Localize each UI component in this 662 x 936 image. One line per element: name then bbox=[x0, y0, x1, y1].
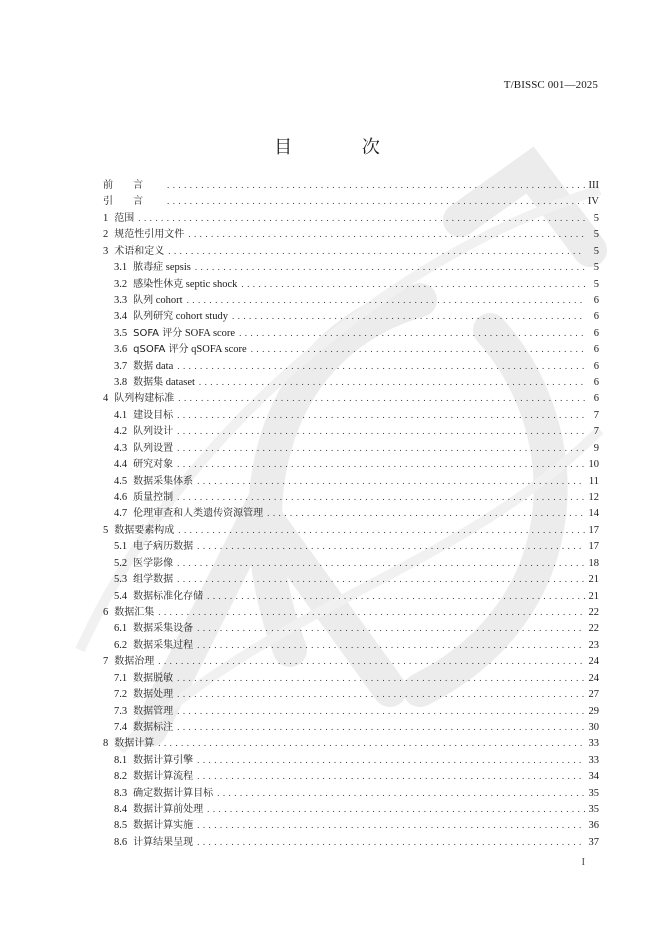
toc-entry-number: 4.2 bbox=[114, 426, 128, 438]
toc-entry-number: 3.3 bbox=[114, 294, 128, 306]
toc-entry-number: 1 bbox=[103, 212, 109, 224]
toc-leader-dots bbox=[197, 817, 584, 833]
toc-leader-dots bbox=[267, 505, 584, 521]
toc-entry-title: 队列设置 bbox=[133, 442, 174, 454]
toc-entry[interactable] bbox=[103, 719, 599, 735]
toc-leader-dots bbox=[167, 177, 585, 193]
toc-entry-number: 8.4 bbox=[114, 804, 128, 816]
toc-entry-english-term: data bbox=[153, 360, 174, 372]
toc-entry-number: 7.2 bbox=[114, 689, 128, 701]
toc-entry-page: 30 bbox=[588, 721, 599, 733]
toc-entry-number: 5.1 bbox=[114, 541, 128, 553]
toc-entry-title: 数据集 dataset bbox=[133, 377, 195, 389]
toc-entry[interactable] bbox=[103, 785, 599, 801]
toc-entry-number: 5 bbox=[103, 524, 109, 536]
toc-entry-title: 数据脱敏 bbox=[133, 672, 174, 684]
toc-entry-title: 电子病历数据 bbox=[133, 541, 194, 553]
toc-leader-dots bbox=[207, 801, 584, 817]
toc-entry[interactable] bbox=[103, 817, 599, 833]
toc-entry-page: 23 bbox=[588, 639, 599, 651]
toc-entry-page: 6 bbox=[593, 393, 599, 405]
toc-entry-number: 4.7 bbox=[114, 508, 128, 520]
toc-entry[interactable] bbox=[103, 259, 599, 275]
toc-leader-dots bbox=[158, 604, 584, 620]
toc-entry-number: 6.1 bbox=[114, 623, 128, 635]
toc-entry-page: 22 bbox=[588, 606, 599, 618]
toc-entry-number: 3.7 bbox=[114, 360, 128, 372]
toc-entry[interactable] bbox=[103, 604, 599, 620]
toc-entry-page: 7 bbox=[593, 426, 599, 438]
toc-entry[interactable] bbox=[103, 210, 599, 226]
toc-leader-dots bbox=[158, 735, 584, 751]
toc-entry-title: 规范性引用文件 bbox=[114, 229, 185, 241]
toc-entry-page: 37 bbox=[588, 836, 599, 848]
toc-leader-dots bbox=[177, 686, 584, 702]
toc-leader-dots bbox=[178, 522, 584, 538]
toc-entry-number: 8.5 bbox=[114, 820, 128, 832]
toc-entry-title: 队列构建标准 bbox=[114, 393, 175, 405]
toc-entry[interactable] bbox=[103, 423, 599, 439]
toc-entry-page: 35 bbox=[588, 787, 599, 799]
toc-leader-dots bbox=[177, 407, 585, 423]
toc-entry-number: 7 bbox=[103, 656, 109, 668]
toc-entry-title: 数据汇集 bbox=[114, 606, 155, 618]
toc-entry[interactable] bbox=[103, 505, 599, 521]
toc-entry[interactable] bbox=[103, 276, 599, 292]
toc-entry-page: 22 bbox=[588, 623, 599, 635]
toc-entry-number: 8 bbox=[103, 738, 109, 750]
toc-entry-number: 7.4 bbox=[114, 721, 128, 733]
toc-leader-dots bbox=[177, 571, 584, 587]
toc-entry-title: 研究对象 bbox=[133, 459, 174, 471]
toc-entry-title: 引言 bbox=[103, 196, 163, 208]
toc-entry-title: 队列设计 bbox=[133, 426, 174, 438]
toc-entry-page: 12 bbox=[588, 492, 599, 504]
toc-entry[interactable] bbox=[103, 637, 599, 653]
toc-entry-page: 29 bbox=[588, 705, 599, 717]
toc-entry-title: 数据计算前处理 bbox=[133, 804, 204, 816]
toc-entry-number: 6.2 bbox=[114, 639, 128, 651]
toc-entry-number: 4.5 bbox=[114, 475, 128, 487]
toc-leader-dots bbox=[197, 637, 584, 653]
toc-entry-title: 确定数据计算目标 bbox=[133, 787, 214, 799]
toc-leader-dots bbox=[239, 325, 585, 341]
toc-entry-title: 队列 cohort bbox=[133, 294, 183, 306]
toc-entry-title: 前言 bbox=[103, 180, 163, 191]
toc-entry-page: 6 bbox=[593, 360, 599, 372]
toc-entry[interactable] bbox=[103, 407, 599, 423]
toc-leader-dots bbox=[232, 308, 585, 324]
toc-leader-dots bbox=[197, 620, 584, 636]
toc-entry[interactable] bbox=[103, 735, 599, 751]
toc-leader-dots bbox=[188, 226, 585, 242]
toc-entry-page: 6 bbox=[593, 327, 599, 339]
toc-entry[interactable] bbox=[103, 489, 599, 505]
toc-entry-title: 组学数据 bbox=[133, 574, 174, 586]
toc-entry[interactable] bbox=[103, 341, 599, 357]
toc-entry-title: 伦理审查和人类遗传资源管理 bbox=[133, 508, 264, 520]
toc-entry-title: 数据要素构成 bbox=[114, 524, 175, 536]
toc-entry-title: 数据管理 bbox=[133, 705, 174, 717]
toc-entry-number: 7.3 bbox=[114, 705, 128, 717]
toc-entry-english-term: cohort study bbox=[173, 311, 228, 323]
toc-entry-english-term: sepsis bbox=[163, 262, 191, 274]
toc-entry-number: 3.4 bbox=[114, 311, 128, 323]
toc-entry-page: 21 bbox=[588, 574, 599, 586]
toc-entry-number: 3.1 bbox=[114, 262, 128, 274]
toc-entry-page: 33 bbox=[588, 754, 599, 766]
toc-entry-number: 2 bbox=[103, 229, 109, 241]
toc-entry-number: 4.1 bbox=[114, 409, 128, 421]
toc-leader-dots bbox=[138, 210, 585, 226]
toc-leader-dots bbox=[241, 276, 585, 292]
toc-entry-page: 6 bbox=[593, 294, 599, 306]
toc-entry-number: 4.3 bbox=[114, 442, 128, 454]
toc-entry-number: 3.5 bbox=[114, 327, 128, 339]
toc-entry-page: 27 bbox=[588, 689, 599, 701]
toc-entry-number: 6 bbox=[103, 606, 109, 618]
toc-leader-dots bbox=[168, 243, 585, 259]
toc-entry-page: 5 bbox=[593, 245, 599, 257]
toc-leader-dots bbox=[177, 423, 585, 439]
toc-entry[interactable] bbox=[103, 325, 599, 341]
toc-entry-page: 33 bbox=[588, 738, 599, 750]
toc-entry-number: 3.2 bbox=[114, 278, 128, 290]
toc-entry-page: 18 bbox=[588, 557, 599, 569]
toc-entry-page: 17 bbox=[588, 541, 599, 553]
toc-entry[interactable] bbox=[103, 358, 599, 374]
toc-leader-dots bbox=[217, 785, 584, 801]
page-number: I bbox=[581, 857, 585, 868]
toc-entry-page: 36 bbox=[588, 820, 599, 832]
toc-leader-dots bbox=[177, 719, 584, 735]
toc-entry-title: 范围 bbox=[114, 212, 135, 224]
table-of-contents bbox=[103, 177, 599, 850]
toc-entry-page: 35 bbox=[588, 804, 599, 816]
toc-entry[interactable] bbox=[103, 538, 599, 554]
toc-entry-number: 4.6 bbox=[114, 492, 128, 504]
toc-leader-dots bbox=[177, 670, 584, 686]
toc-entry-english-term: septic shock bbox=[183, 278, 238, 290]
toc-entry[interactable] bbox=[103, 555, 599, 571]
toc-entry[interactable] bbox=[103, 193, 599, 209]
toc-entry[interactable] bbox=[103, 177, 599, 193]
toc-entry[interactable] bbox=[103, 768, 599, 784]
toc-entry-number: 8.3 bbox=[114, 787, 128, 799]
toc-leader-dots bbox=[177, 456, 584, 472]
toc-entry-page: IV bbox=[587, 196, 599, 208]
toc-entry-number: 7.1 bbox=[114, 672, 128, 684]
toc-entry[interactable] bbox=[103, 522, 599, 538]
toc-entry-number: 3.6 bbox=[114, 344, 128, 356]
toc-leader-dots bbox=[197, 538, 584, 554]
toc-entry-number: 8.1 bbox=[114, 754, 128, 766]
toc-entry-title: 数据采集设备 bbox=[133, 623, 194, 635]
toc-entry[interactable] bbox=[103, 473, 599, 489]
toc-entry-title: 脓毒症 sepsis bbox=[133, 262, 191, 274]
toc-entry-page: 6 bbox=[593, 344, 599, 356]
toc-entry-page: 5 bbox=[593, 278, 599, 290]
toc-entry-title: 数据采集过程 bbox=[133, 639, 194, 651]
toc-entry-title: 数据标注 bbox=[133, 721, 174, 733]
toc-entry-title: SOFA 评分 SOFA score bbox=[133, 327, 236, 339]
toc-entry-number: 4.4 bbox=[114, 459, 128, 471]
toc-entry-number: 4 bbox=[103, 393, 109, 405]
toc-entry[interactable] bbox=[103, 670, 599, 686]
toc-entry-title: 术语和定义 bbox=[114, 245, 165, 257]
toc-leader-dots bbox=[177, 358, 585, 374]
toc-entry-title: qSOFA 评分 qSOFA score bbox=[133, 344, 247, 356]
toc-entry-number: 5.4 bbox=[114, 590, 128, 602]
toc-entry-page: 5 bbox=[593, 262, 599, 274]
document-code: T/BISSC 001—2025 bbox=[503, 79, 598, 91]
toc-leader-dots bbox=[197, 768, 584, 784]
toc-entry-title: 建设目标 bbox=[133, 409, 174, 421]
toc-entry-title: 数据计算 bbox=[114, 738, 155, 750]
toc-entry-title: 数据治理 bbox=[114, 656, 155, 668]
toc-entry-page: 24 bbox=[588, 672, 599, 684]
toc-entry-title: 数据计算实施 bbox=[133, 820, 194, 832]
toc-entry-title: 数据采集体系 bbox=[133, 475, 194, 487]
toc-entry-title: 感染性休克 septic shock bbox=[133, 278, 238, 290]
toc-entry-page: 10 bbox=[588, 459, 599, 471]
toc-entry-page: 7 bbox=[593, 409, 599, 421]
toc-entry-title: 队列研究 cohort study bbox=[133, 311, 228, 323]
toc-entry-number: 5.2 bbox=[114, 557, 128, 569]
toc-entry-page: 5 bbox=[593, 212, 599, 224]
toc-entry[interactable] bbox=[103, 686, 599, 702]
toc-entry-english-term: qSOFA score bbox=[188, 344, 247, 356]
toc-entry-english-term: SOFA score bbox=[182, 327, 236, 339]
toc-entry[interactable] bbox=[103, 390, 599, 406]
toc-entry[interactable] bbox=[103, 801, 599, 817]
toc-entry-page: 9 bbox=[593, 442, 599, 454]
toc-entry-title: 数据计算引擎 bbox=[133, 754, 194, 766]
toc-entry-title: 计算结果呈现 bbox=[133, 836, 194, 848]
toc-leader-dots bbox=[197, 473, 585, 489]
toc-leader-dots bbox=[251, 341, 585, 357]
toc-leader-dots bbox=[177, 440, 585, 456]
toc-entry-number: 5.3 bbox=[114, 574, 128, 586]
toc-entry-page: 5 bbox=[593, 229, 599, 241]
toc-entry-title: 数据处理 bbox=[133, 689, 174, 701]
toc-entry[interactable] bbox=[103, 834, 599, 850]
toc-entry[interactable] bbox=[103, 752, 599, 768]
toc-entry-page: 24 bbox=[588, 656, 599, 668]
toc-entry[interactable] bbox=[103, 571, 599, 587]
toc-leader-dots bbox=[177, 703, 584, 719]
toc-leader-dots bbox=[177, 555, 584, 571]
toc-entry[interactable] bbox=[103, 620, 599, 636]
toc-entry-english-term: cohort bbox=[153, 294, 183, 306]
toc-leader-dots bbox=[199, 374, 585, 390]
toc-entry[interactable] bbox=[103, 226, 599, 242]
toc-entry[interactable] bbox=[103, 653, 599, 669]
toc-leader-dots bbox=[177, 489, 584, 505]
toc-entry-page: 34 bbox=[588, 771, 599, 783]
toc-leader-dots bbox=[197, 834, 584, 850]
toc-entry-title: 医学影像 bbox=[133, 557, 174, 569]
toc-entry-page: 11 bbox=[588, 475, 599, 487]
toc-leader-dots bbox=[195, 259, 585, 275]
toc-entry-page: 6 bbox=[593, 311, 599, 323]
toc-entry-number: 3 bbox=[103, 245, 109, 257]
toc-entry-page: 14 bbox=[588, 508, 599, 520]
toc-heading: 目 次 bbox=[274, 137, 412, 158]
toc-entry-title: 数据 data bbox=[133, 360, 174, 372]
toc-entry-title: 质量控制 bbox=[133, 492, 174, 504]
toc-entry[interactable] bbox=[103, 374, 599, 390]
toc-entry[interactable] bbox=[103, 292, 599, 308]
toc-entry-page: 6 bbox=[593, 377, 599, 389]
toc-entry-title: 数据标准化存储 bbox=[133, 590, 204, 602]
toc-leader-dots bbox=[178, 390, 585, 406]
toc-entry[interactable] bbox=[103, 440, 599, 456]
toc-entry-page: III bbox=[588, 180, 599, 191]
toc-leader-dots bbox=[197, 752, 584, 768]
toc-entry-number: 8.6 bbox=[114, 836, 128, 848]
toc-leader-dots bbox=[187, 292, 585, 308]
toc-leader-dots bbox=[158, 653, 584, 669]
toc-entry[interactable] bbox=[103, 456, 599, 472]
toc-entry-page: 21 bbox=[588, 590, 599, 602]
toc-leader-dots bbox=[167, 193, 584, 209]
toc-entry-page: 17 bbox=[588, 524, 599, 536]
toc-entry[interactable] bbox=[103, 308, 599, 324]
toc-entry-number: 3.8 bbox=[114, 377, 128, 389]
toc-entry[interactable] bbox=[103, 588, 599, 604]
toc-leader-dots bbox=[207, 588, 584, 604]
toc-entry-number: 8.2 bbox=[114, 771, 128, 783]
toc-entry[interactable] bbox=[103, 703, 599, 719]
toc-entry-english-term: dataset bbox=[163, 377, 195, 389]
toc-entry[interactable] bbox=[103, 243, 599, 259]
toc-entry-title: 数据计算流程 bbox=[133, 771, 194, 783]
